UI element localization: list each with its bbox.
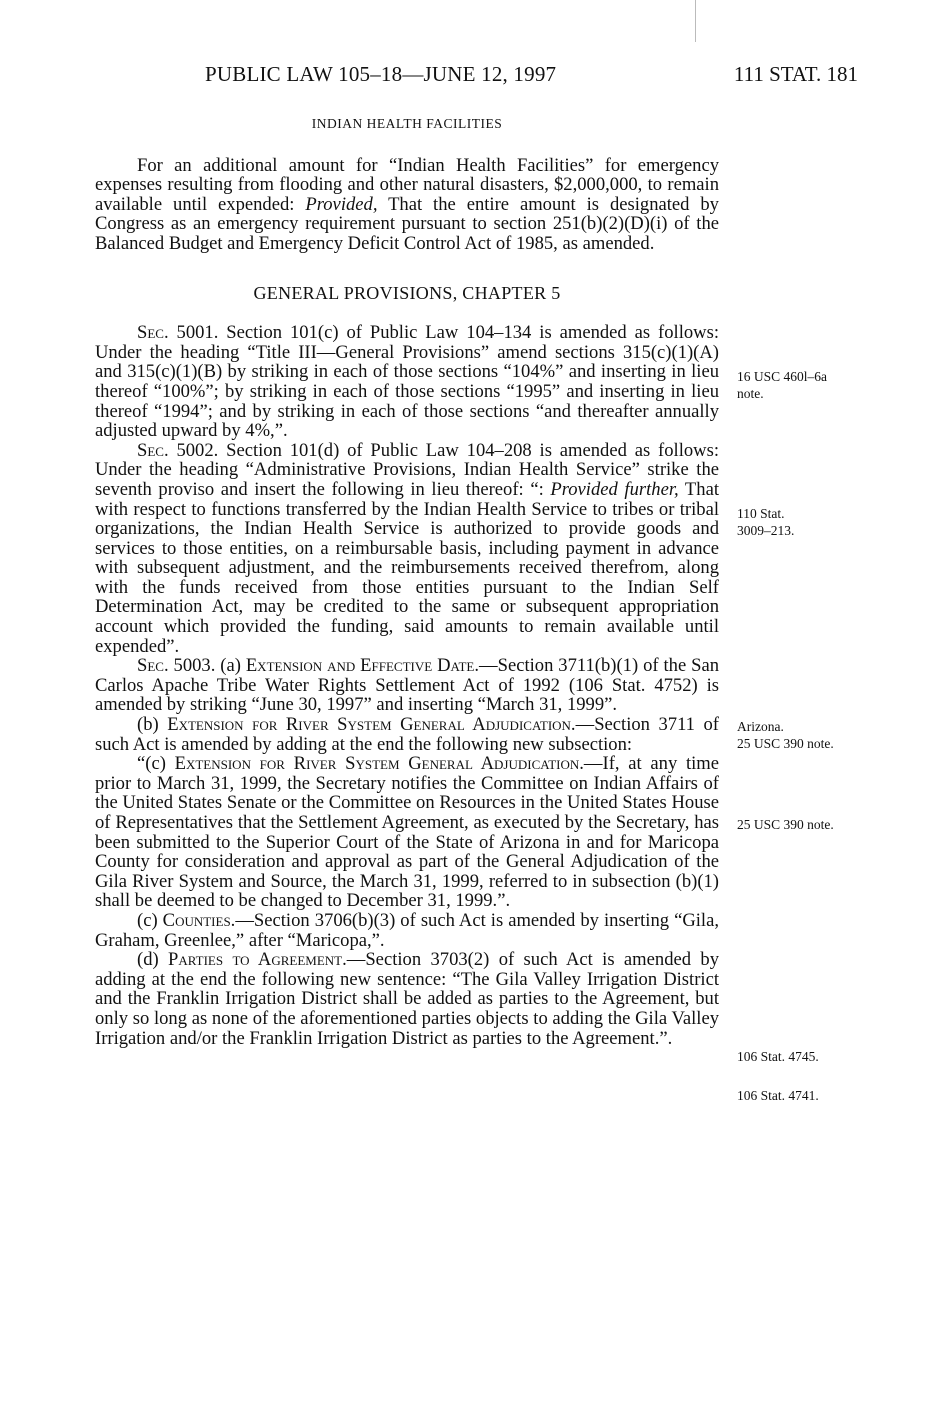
margin-note-25-usc: 25 USC 390 note.: [737, 817, 834, 832]
paragraph-sec-5003-c: (c) Counties.—Section 3706(b)(3) of such Act is amended by inserting “Gila, Graham, Greenlee,” after “Maricopa,”.: [95, 909, 719, 951]
crop-mark: [695, 0, 696, 42]
margin-note-arizona: Arizona. 25 USC 390 note.: [737, 719, 834, 751]
paragraph-sec-5003-b: (b) Extension for River System General Adjudication.—Section 3711 of such Act is amended by adding at the end the following new subsection:: [95, 714, 719, 755]
margin-note-106-stat-4741: 106 Stat. 4741.: [737, 1088, 819, 1103]
heading-indian-health-facilities: INDIAN HEALTH FACILITIES: [311, 116, 503, 131]
paragraph-sec-5003-d: (d) Parties to Agreement.—Section 3703(2) of such Act is amended by adding at the end the following new sentence: “The Gila Valley Irrigation District and the Franklin Irrigation District shall be added as parties to the Agreement, but only so long as none of the aforementioned parties objects to adding the Gila Valley Irrigation and/or the Franklin Irrigation District as parties to the Agreement.”.: [95, 949, 719, 1049]
running-head: [205, 62, 858, 92]
stat-page-number: 111 STAT. 181: [733, 62, 858, 86]
paragraph-indian-health-facilities: For an additional amount for “Indian Health Facilities” for emergency expenses resulting from flooding and other natural disasters, $2,000,000, to remain available until expended: Provided, That the entire amount is designated by Congress as an emergency requirement pursuant to section 251(b)(2)(D)(i) of the Balanced Budget and Emergency Deficit Control Act of 1985, as amended.: [95, 154, 719, 254]
margin-note-106-stat-4745: 106 Stat. 4745.: [737, 1049, 819, 1064]
paragraph-sec-5003-quoted-c: “(c) Extension for River System General Adjudication.—If, at any time prior to March 31, 1999, the Secretary notifies the Committee on Indian Affairs of the United States Senate or the Committee on Resources in the United States House of Representatives that the Settlement Agreement, as executed by the Secretary, has been submitted to the Superior Court of the State of Arizona in and for Maricopa County for consideration and approval as part of the General Adjudication of the Gila River System and Source, the March 31, 1999, referred to in subsection (b)(1) shall be deemed to be changed to December 31, 1999.”.: [95, 753, 719, 912]
body-column: [95, 110, 719, 1048]
heading-general-provisions: GENERAL PROVISIONS, CHAPTER 5: [253, 282, 561, 303]
paragraph-sec-5003-a: Sec. 5003. (a) Extension and Effective Date.—Section 3711(b)(1) of the San Carlos Apache Tribe Water Rights Settlement Act of 1992 (106 Stat. 4752) is amended by striking “June 30, 1997” and inserting “March 31, 1999”.: [95, 655, 720, 716]
margin-note-16-usc: 16 USC 460l–6a note.: [737, 369, 828, 401]
paragraph-sec-5001: Sec. 5001. Section 101(c) of Public Law 104–134 is amended as follows: Under the heading “Title III—General Provisions” amend sections 315(c)(1)(A) and 315(c)(1)(B) by striking in each of those sections “104%” and inserting in lieu thereof “100%”; by striking in each of those sections “1995” and inserting in lieu thereof “1994”; and by striking in each of those sections “and thereafter annually adjusted upward by 4%,”.: [95, 322, 719, 442]
margin-note-110-stat: 110 Stat. 3009–213.: [737, 506, 795, 538]
paragraph-sec-5002: Sec. 5002. Section 101(d) of Public Law 104–208 is amended as follows: Under the heading “Administrative Provisions, Indian Health Service” strike the seventh proviso and insert the following in lieu thereof: “: Provided further, That with respect to functions transferred by the Indian Health Service to tribes or tribal organizations, the Indian Health Service is authorized to provide goods and services to those entities, on a reimbursable basis, including payment in advance with subsequent adjustment, and the reimbursements received therefrom, along with the funds received from those entities pursuant to the Indian Self Determination Act, may be credited to the same or subsequent appropriation account which provided the funding, said amounts to remain available until expended”.: [95, 439, 719, 657]
public-law-title: PUBLIC LAW 105–18—JUNE 12, 1997: [205, 62, 557, 86]
